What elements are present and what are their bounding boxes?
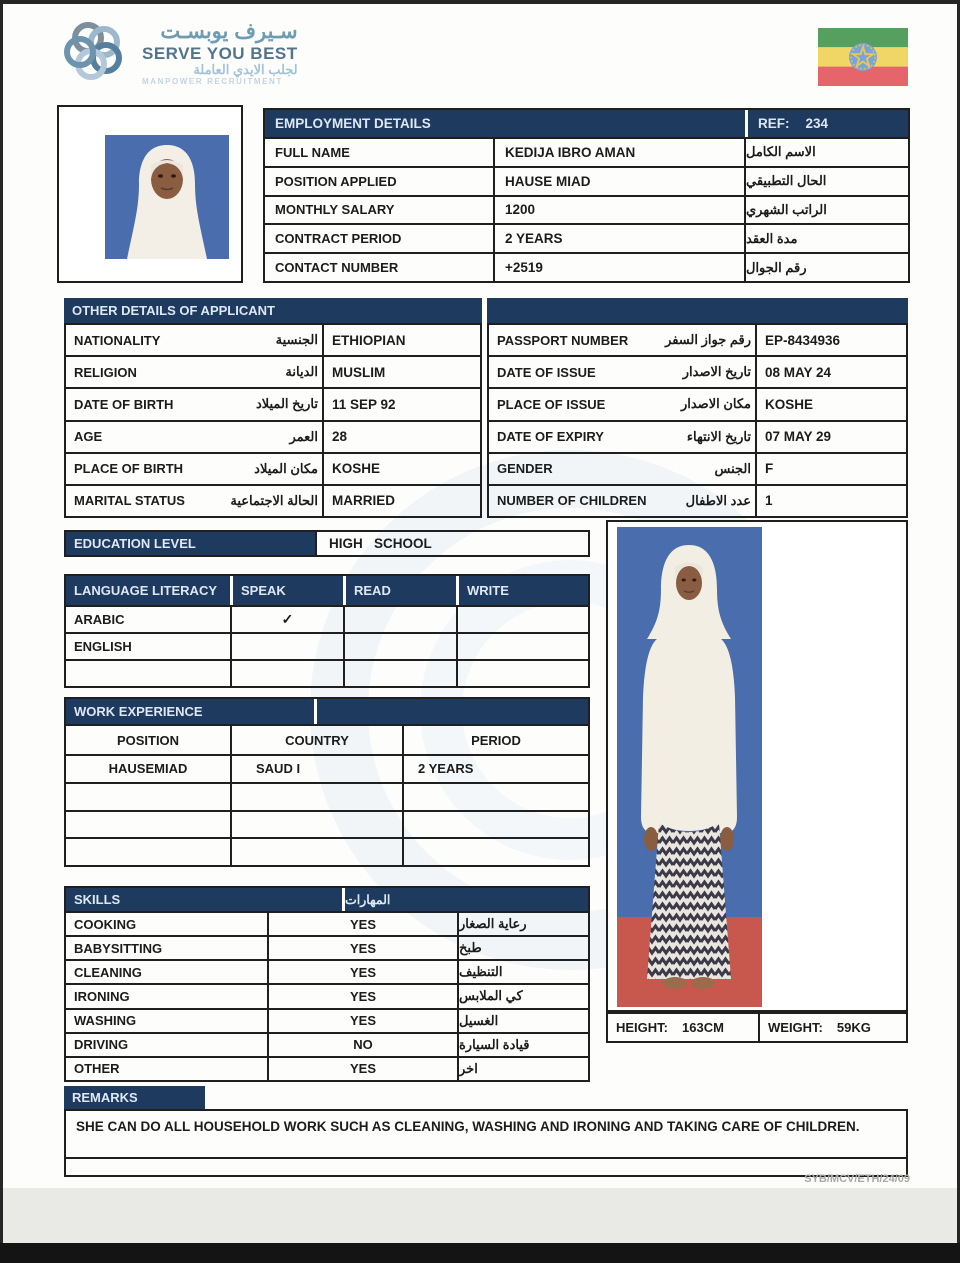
table-row bbox=[66, 659, 588, 686]
table-row bbox=[265, 166, 908, 195]
field-label: MONTHLY SALARY bbox=[275, 202, 395, 218]
field-value: HAUSE MIAD bbox=[493, 168, 746, 195]
period-cell bbox=[402, 812, 588, 838]
country-cell: SAUD I bbox=[230, 756, 402, 782]
skill-arabic: قيادة السيارة bbox=[457, 1034, 588, 1056]
read-cell bbox=[343, 661, 456, 686]
table-row bbox=[66, 935, 588, 959]
speak-cell bbox=[230, 661, 343, 686]
field-label-arabic: الجنس bbox=[714, 460, 751, 476]
applicant-headshot-photo bbox=[57, 105, 243, 283]
field-label: DATE OF BIRTH bbox=[74, 396, 174, 412]
table-row bbox=[66, 355, 480, 387]
field-label-arabic: الاسم الكامل bbox=[746, 144, 816, 160]
field-label: NUMBER OF CHILDREN bbox=[497, 493, 647, 509]
field-value: KOSHE bbox=[332, 461, 381, 477]
table-row bbox=[66, 810, 588, 838]
column-header: READ bbox=[343, 576, 456, 605]
employment-details-table bbox=[263, 108, 910, 283]
agency-logo bbox=[58, 14, 298, 93]
skill-arabic: رعاية الصغار bbox=[457, 913, 588, 935]
field-label-arabic: الراتب الشهري bbox=[746, 201, 827, 217]
field-value: KOSHE bbox=[765, 396, 814, 412]
field-label: GENDER bbox=[497, 461, 553, 477]
field-label: DATE OF EXPIRY bbox=[497, 429, 604, 445]
column-header: PERIOD bbox=[402, 726, 588, 754]
table-row bbox=[66, 387, 480, 419]
skills-title: SKILLS bbox=[66, 888, 342, 911]
column-header: SPEAK bbox=[230, 576, 343, 605]
field-value: ETHIOPIAN bbox=[332, 332, 406, 348]
field-label: PLACE OF BIRTH bbox=[74, 461, 184, 477]
column-header: LANGUAGE LITERACY bbox=[66, 576, 230, 605]
field-value: F bbox=[765, 461, 774, 477]
agency-tagline-english: MANPOWER RECRUITMENT bbox=[142, 76, 283, 86]
field-value: 11 SEP 92 bbox=[332, 396, 396, 412]
remarks-box bbox=[64, 1109, 908, 1177]
column-header: COUNTRY bbox=[230, 726, 402, 754]
skill-value: YES bbox=[267, 1058, 457, 1080]
table-row bbox=[265, 137, 908, 166]
field-label-arabic: رقم جواز السفر bbox=[665, 332, 751, 348]
field-label-arabic: تاريخ الانتهاء bbox=[686, 428, 751, 444]
table-row bbox=[489, 387, 906, 419]
field-label: CONTRACT PERIOD bbox=[275, 231, 402, 247]
position-cell bbox=[66, 839, 230, 865]
country-cell bbox=[230, 839, 402, 865]
skill-value: NO bbox=[267, 1034, 457, 1056]
height-value: 163CM bbox=[682, 1020, 724, 1035]
field-value: 1200 bbox=[493, 197, 746, 224]
speak-checkmark: ✓ bbox=[230, 607, 343, 632]
document-reference-code: SYB/MCV/ETH/24/09 bbox=[804, 1173, 910, 1185]
field-label-arabic: الديانة bbox=[285, 364, 318, 380]
table-row bbox=[66, 837, 588, 865]
write-cell bbox=[456, 634, 588, 659]
skill-name: IRONING bbox=[74, 988, 130, 1004]
ethiopia-flag-icon bbox=[818, 28, 908, 91]
skill-arabic: طبخ bbox=[457, 937, 588, 959]
field-value: 2 YEARS bbox=[493, 225, 746, 252]
column-header: POSITION bbox=[116, 732, 180, 748]
table-row bbox=[265, 252, 908, 281]
skills-title-arabic: المهارات bbox=[342, 888, 588, 911]
field-label-arabic: الحالة الاجتماعية bbox=[230, 492, 318, 508]
field-label: CONTACT NUMBER bbox=[275, 260, 399, 276]
skill-value: YES bbox=[267, 913, 457, 935]
field-label-arabic: مدة العقد bbox=[746, 230, 798, 246]
field-value: +2519 bbox=[493, 254, 746, 281]
field-value: 07 MAY 29 bbox=[765, 429, 832, 445]
write-cell bbox=[456, 607, 588, 632]
table-row bbox=[66, 420, 480, 452]
period-cell bbox=[402, 784, 588, 810]
table-row bbox=[66, 452, 480, 484]
page-bottom-margin bbox=[0, 1188, 960, 1243]
table-row bbox=[489, 452, 906, 484]
remarks-title: REMARKS bbox=[64, 1086, 205, 1109]
table-row bbox=[66, 632, 588, 659]
field-label-arabic: مكان الاصدار bbox=[680, 396, 751, 412]
position-cell bbox=[66, 784, 230, 810]
field-label: NATIONALITY bbox=[74, 332, 161, 348]
table-row bbox=[66, 983, 588, 1007]
table-row bbox=[489, 325, 906, 355]
field-label-arabic: عدد الاطفال bbox=[685, 492, 751, 508]
language-name: ARABIC bbox=[74, 612, 125, 627]
field-label: RELIGION bbox=[74, 364, 137, 380]
table-row bbox=[66, 1032, 588, 1056]
position-cell bbox=[66, 812, 230, 838]
remarks-text: SHE CAN DO ALL HOUSEHOLD WORK SUCH AS CLEANING, WASHING AND IRONING AND TAKING CARE OF CHILDREN. bbox=[76, 1119, 860, 1134]
employment-ref bbox=[745, 110, 908, 137]
table-row bbox=[66, 911, 588, 935]
agency-name-english: SERVE YOU BEST bbox=[142, 43, 298, 63]
field-label-arabic: الجنسية bbox=[275, 332, 318, 348]
other-details-title: OTHER DETAILS OF APPLICANT bbox=[64, 298, 482, 323]
field-label-arabic: الحال التطبيقي bbox=[746, 173, 827, 189]
field-label: AGE bbox=[74, 429, 103, 445]
height-label: HEIGHT: bbox=[616, 1020, 668, 1035]
skill-name: OTHER bbox=[74, 1061, 120, 1077]
education-level-label: EDUCATION LEVEL bbox=[64, 530, 315, 557]
weight-label: WEIGHT: bbox=[768, 1020, 823, 1035]
work-experience-title-bar bbox=[314, 699, 588, 724]
field-label-arabic: رقم الجوال bbox=[746, 259, 807, 275]
other-details-title-bar-right bbox=[487, 298, 908, 323]
table-row bbox=[66, 605, 588, 632]
agency-name-arabic: سـيرف يوبسـت bbox=[160, 20, 298, 44]
column-header: WRITE bbox=[456, 576, 588, 605]
field-label-arabic: العمر bbox=[289, 428, 318, 444]
field-value: 1 bbox=[765, 493, 773, 509]
applicant-full-body-photo bbox=[606, 520, 908, 1012]
field-label-arabic: تاريخ الاصدار bbox=[682, 364, 751, 380]
field-value: EP-8434936 bbox=[765, 332, 841, 348]
measurements-row bbox=[606, 1012, 908, 1043]
skill-name: CLEANING bbox=[74, 964, 142, 980]
language-literacy-table bbox=[64, 574, 590, 688]
ref-value: 234 bbox=[805, 116, 829, 131]
field-label: MARITAL STATUS bbox=[74, 493, 185, 509]
skill-arabic: التنظيف bbox=[457, 961, 588, 983]
field-label-arabic: مكان الميلاد bbox=[254, 460, 318, 476]
field-value: 28 bbox=[332, 429, 348, 445]
country-cell bbox=[230, 812, 402, 838]
left-edge-strip bbox=[0, 0, 3, 1243]
table-row bbox=[489, 420, 906, 452]
speak-cell bbox=[230, 634, 343, 659]
table-row bbox=[265, 223, 908, 252]
bottom-black-bar bbox=[0, 1243, 960, 1263]
period-cell bbox=[402, 839, 588, 865]
skill-value: YES bbox=[267, 961, 457, 983]
skill-arabic: كي الملابس bbox=[457, 985, 588, 1007]
table-row bbox=[66, 1008, 588, 1032]
read-cell bbox=[343, 607, 456, 632]
field-label-arabic: تاريخ الميلاد bbox=[255, 396, 318, 412]
weight-value: 59KG bbox=[836, 1020, 871, 1035]
skills-table bbox=[64, 886, 590, 1082]
agency-tagline-arabic: لجلب الايدي العاملة bbox=[193, 62, 298, 78]
top-edge-strip bbox=[0, 0, 960, 4]
table-row bbox=[265, 195, 908, 224]
skill-arabic: الغسيل bbox=[457, 1010, 588, 1032]
table-row bbox=[489, 484, 906, 516]
field-value: MUSLIM bbox=[332, 364, 386, 380]
language-name bbox=[66, 661, 230, 686]
skill-name: DRIVING bbox=[74, 1037, 129, 1053]
skill-arabic: اخر bbox=[457, 1058, 588, 1080]
employment-details-title: EMPLOYMENT DETAILS bbox=[265, 110, 745, 137]
field-label: FULL NAME bbox=[275, 144, 350, 160]
field-label: DATE OF ISSUE bbox=[497, 364, 596, 380]
position-cell: HAUSEMIAD bbox=[108, 761, 188, 777]
language-name: ENGLISH bbox=[74, 639, 132, 654]
other-details-left-table bbox=[64, 323, 482, 518]
other-details-right-table bbox=[487, 323, 908, 518]
period-cell: 2 YEARS bbox=[402, 756, 588, 782]
skill-value: YES bbox=[267, 937, 457, 959]
field-value: 08 MAY 24 bbox=[765, 364, 832, 380]
work-experience-table bbox=[64, 697, 590, 867]
ref-label: REF: bbox=[758, 116, 790, 131]
skill-name: COOKING bbox=[74, 916, 137, 932]
write-cell bbox=[456, 661, 588, 686]
skill-value: YES bbox=[267, 1010, 457, 1032]
field-label: POSITION APPLIED bbox=[275, 173, 397, 189]
table-row bbox=[66, 1056, 588, 1080]
education-level-value: HIGH SCHOOL bbox=[315, 530, 590, 557]
field-value: MARRIED bbox=[332, 493, 395, 509]
skill-name: BABYSITTING bbox=[74, 940, 163, 956]
table-row bbox=[489, 355, 906, 387]
skill-value: YES bbox=[267, 985, 457, 1007]
work-experience-title: WORK EXPERIENCE bbox=[66, 699, 314, 724]
field-label: PASSPORT NUMBER bbox=[497, 332, 629, 348]
read-cell bbox=[343, 634, 456, 659]
table-row bbox=[66, 325, 480, 355]
field-value: KEDIJA IBRO AMAN bbox=[493, 139, 746, 166]
table-row bbox=[66, 959, 588, 983]
table-row bbox=[66, 782, 588, 810]
skill-name: WASHING bbox=[74, 1013, 137, 1029]
field-label: PLACE OF ISSUE bbox=[497, 396, 606, 412]
table-row bbox=[66, 484, 480, 516]
table-row bbox=[66, 754, 588, 782]
country-cell bbox=[230, 784, 402, 810]
agency-logo-icon bbox=[58, 14, 132, 93]
